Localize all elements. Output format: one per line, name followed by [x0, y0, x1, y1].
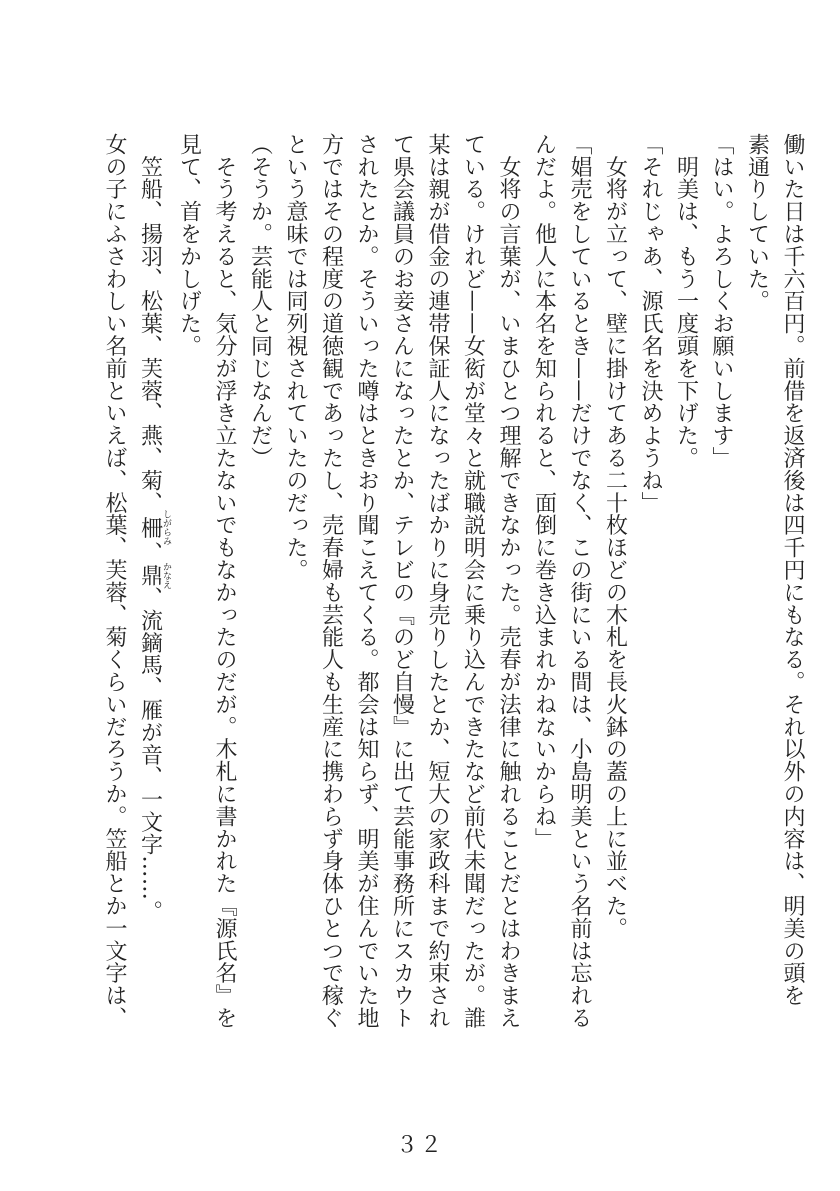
text-column: 某は親が借金の連帯保証人になったばかりに身売りしたとか、短大の家政科まで約束され: [425, 133, 450, 1029]
ruby-base: 鼎: [137, 561, 163, 589]
ruby-reading: かなえ: [161, 561, 171, 589]
text-column: 女の子にふさわしい名前といえば、松葉、芙蓉、菊くらいだろうか。笠船とか一文字は、: [102, 133, 127, 1029]
text-segment: 、: [137, 541, 163, 565]
text-column-with-ruby: [132, 133, 171, 1033]
text-column: ている。けれど——女衒が堂々と就職説明会に乗り込んできたなど前代未聞だったが。誰: [460, 133, 486, 1029]
text-column: 「はい。よろしくお願いします」: [709, 133, 734, 469]
text-segment: 、流鏑馬、雁が音、一文字……。: [137, 586, 163, 923]
ruby-word: [137, 561, 171, 589]
text-column: されたとか。そういった噂はときおり聞こえてくる。都会は知らず、明美が住んでいた地: [354, 133, 379, 1029]
text-column: そう考えると、気分が浮き立たないでもなかったのだが。木札に書かれた『源氏名』を: [212, 133, 237, 1029]
text-column: （そうか。芸能人と同じなんだ）: [247, 133, 273, 469]
text-column: 「それじゃあ、源氏名を決めようね」: [638, 133, 663, 514]
ruby-base: 柵: [137, 509, 163, 546]
text-column: 働いた日は千六百円。前借を返済後は四千円にもなる。それ以外の内容は、明美の頭を: [780, 133, 805, 1007]
text-column: という意味では同列視されていたのだった。: [283, 133, 308, 581]
text-column: 女将の言葉が、いまひとつ理解できなかった。売春が法律に触れることだとはわきまえ: [496, 133, 521, 1029]
text-column: んだよ。他人に本名を知られると、面倒に巻き込まれかねないからね」: [531, 133, 557, 850]
text-column: 女将が立って、壁に掛けてある二十枚ほどの木札を長火鉢の蓋の上に並べた。: [602, 133, 628, 940]
vertical-text-body: [97, 133, 811, 1033]
text-column: 方ではその程度の道徳観であったし、売春婦も芸能人も生産に携わらず身体ひとつで稼ぐ: [318, 133, 344, 1029]
text-column: 素通りしていた。: [744, 133, 770, 313]
text-column: 明美は、もう一度頭を下げた。: [673, 133, 699, 469]
ruby-word: [137, 509, 171, 546]
ruby-reading: しがらみ: [161, 509, 171, 546]
text-column: て県会議員のお妾さんになったとか、テレビの『のど自慢』に出て芸能事務所にスカウト: [389, 133, 415, 1029]
text-segment: 笠船、揚羽、松葉、芙蓉、燕、菊、: [137, 133, 163, 514]
text-column: 見て、首をかしげた。: [176, 133, 202, 357]
text-column: 「娼売をしているとき——だけでなく、この街にいる間は、小島明美という名前は忘れる: [567, 133, 592, 1029]
page-number: ３２: [395, 1133, 444, 1158]
